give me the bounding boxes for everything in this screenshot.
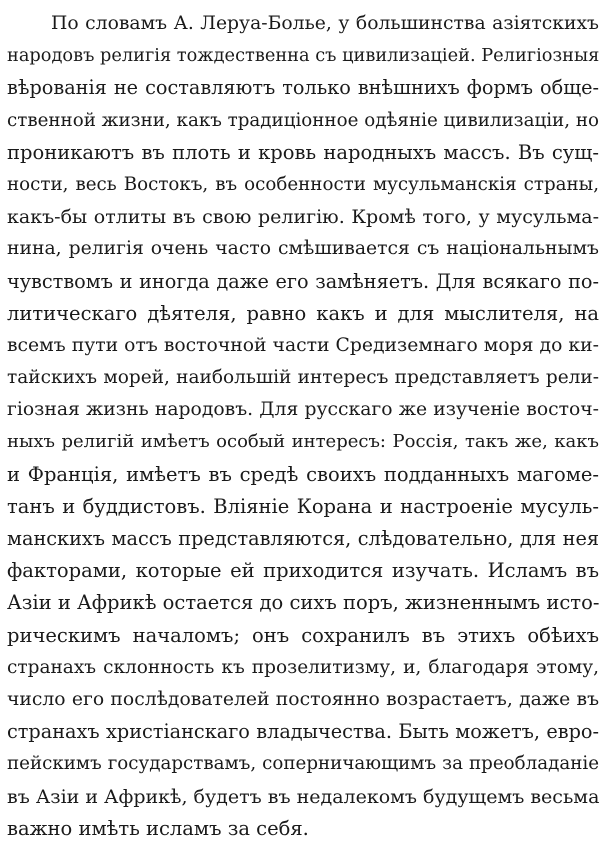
text-line: манскихъ массъ представляются, слѣдовательно, для нея bbox=[7, 527, 599, 550]
text-line: литическаго дѣятеля, равно какъ и для мыслителя, на bbox=[7, 301, 599, 325]
text-line: вѣрованія не составляютъ только внѣшнихъ формъ обще- bbox=[7, 76, 599, 100]
text-line: какъ-бы отлиты въ свою религію. Кромѣ того, у мусульма- bbox=[7, 206, 599, 229]
text-line: и Франція, имѣетъ въ средѣ своихъ подданныхъ магоме- bbox=[7, 462, 599, 486]
text-line: Азіи и Африкѣ остается до сихъ поръ, жизненнымъ исто- bbox=[7, 591, 600, 615]
text-line: странахъ христіанскаго владычества. Быть можетъ, евро- bbox=[7, 720, 599, 744]
text-line: въ Азіи и Африкѣ, будетъ въ недалекомъ будущемъ весьма bbox=[7, 785, 600, 808]
text-line: ности, весь Востокъ, въ особенности мусульманскія страны, bbox=[7, 173, 599, 195]
text-line: гіозная жизнь народовъ. Для русскаго же изученіе восточ- bbox=[7, 399, 599, 421]
text-line: танъ и буддистовъ. Вліяніе Корана и настроеніе мусуль- bbox=[7, 494, 599, 518]
text-line: всемъ пути отъ восточной части Средиземнаго моря до ки- bbox=[7, 334, 599, 356]
text-line: рическимъ началомъ; онъ сохранилъ въ этихъ обѣихъ bbox=[7, 623, 599, 647]
text-line: проникаютъ въ плоть и кровь народныхъ массъ. Въ сущ- bbox=[7, 140, 599, 164]
text-line: странахъ склонность къ прозелитизму, и, благодаря этому, bbox=[7, 656, 599, 678]
text-line: важно имѣть исламъ за себя. bbox=[7, 816, 309, 840]
text-line: ственной жизни, какъ традиціонное одѣяніе цивилизаціи, но bbox=[7, 109, 599, 131]
paragraph bbox=[7, 8, 599, 845]
text-line: нина, религія очень часто смѣшивается съ національнымъ bbox=[7, 238, 599, 260]
text-line: пейскимъ государствамъ, соперничающимъ за преобладаніе bbox=[7, 753, 599, 775]
text-line: число его послѣдователей постоянно возрастаетъ, даже въ bbox=[7, 688, 599, 710]
text-line: чувствомъ и иногда даже его замѣняетъ. Для всякаго по- bbox=[7, 269, 599, 293]
text-line: народовъ религія тождественна съ цивилизаціей. Религіозныя bbox=[7, 46, 600, 67]
text-line: тайскихъ морей, наибольшій интересъ представляетъ рели- bbox=[7, 367, 599, 389]
text-line: ныхъ религій имѣетъ особый интересъ: Россія, такъ же, какъ bbox=[7, 431, 599, 453]
text-line: факторами, которые ей приходится изучать. Исламъ въ bbox=[7, 559, 599, 583]
text-line: По словамъ А. Леруа-Болье, у большинства азіятскихъ bbox=[51, 13, 599, 34]
